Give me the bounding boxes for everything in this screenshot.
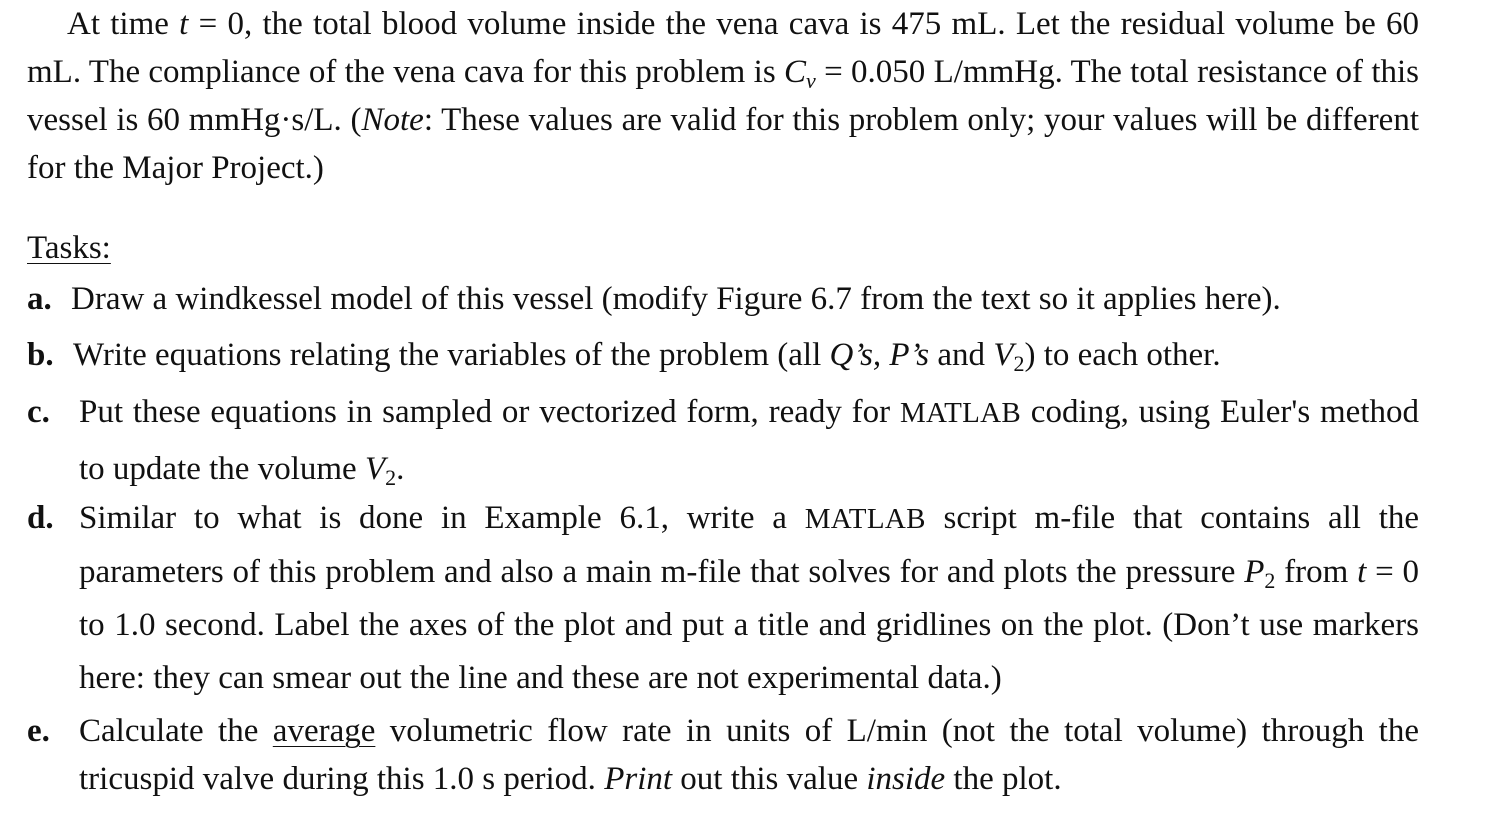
task-c-text-2: coding, using Euler's method to update the volume (79, 394, 1419, 487)
task-c-text-3: . (396, 451, 405, 487)
task-d-text-3: from (1275, 554, 1358, 590)
task-e-text-1: Calculate the (79, 713, 273, 749)
task-e (27, 707, 1419, 803)
print-emphasis: Print (604, 761, 673, 797)
task-text (73, 332, 1419, 378)
task-e-text-2: volumetric flow rate in units of L/min (not the total volume) through the tricuspid valve during this 1.0 s period. (79, 713, 1419, 797)
task-e-text-4: the plot. (945, 761, 1062, 797)
task-b (27, 332, 1419, 378)
task-label: b. (27, 337, 54, 373)
matlab-name: MATLAB (899, 397, 1021, 429)
pressure-symbol: P (1244, 554, 1265, 590)
time-variable: t (1357, 554, 1367, 590)
compliance-symbol: C (784, 54, 807, 90)
intro-text-3: = 0.050 L/mmHg. The total resistance of this vessel is 60 mmHg·s/L. ( (27, 54, 1420, 138)
task-d-text-2: script m-file that contains all the parameters of this problem and also a main m-file that solves for and plots the pressure (79, 500, 1420, 590)
task-text (79, 492, 1419, 705)
time-variable: t (179, 6, 189, 42)
volume-subscript: 2 (1013, 351, 1025, 376)
inside-emphasis: inside (866, 761, 946, 797)
task-b-text-2: and (929, 337, 994, 373)
note-label: Note (361, 102, 424, 138)
variables-q-p: Q’s, P’s (829, 337, 930, 373)
task-d (27, 492, 1419, 705)
tasks-heading: Tasks: (27, 230, 111, 266)
intro-text-4: : These values are valid for this problem only; your values will be different for the Major Project.) (27, 102, 1419, 186)
intro-text-2: = 0, the total blood volume inside the vena cava is 475 mL. Let the residual volume be 60 mL. The compliance of the vena cava for this problem is (27, 6, 1420, 90)
task-a-text: Draw a windkessel model of this vessel (modify Figure 6.7 from the text so it applies here). (71, 281, 1281, 317)
compliance-subscript: v (806, 68, 816, 93)
task-d-text-4: = 0 to 1.0 second. Label the axes of the plot and put a title and gridlines on the plot. (Don’t use markers here: they can smear out the line and these are not experimental data.) (79, 554, 1419, 696)
task-text (71, 276, 1419, 322)
task-label: d. (27, 500, 54, 536)
problem-statement (27, 0, 1419, 192)
task-label: c. (27, 394, 50, 430)
matlab-name: MATLAB (804, 503, 926, 535)
intro-text-1: At time (67, 6, 180, 42)
task-b-text-3: ) to each other. (1024, 337, 1221, 373)
volume-symbol: V (364, 451, 386, 487)
task-c (27, 384, 1419, 497)
task-text (79, 707, 1419, 803)
task-d-text-1: Similar to what is done in Example 6.1, write a (79, 500, 805, 536)
pressure-subscript: 2 (1264, 568, 1276, 593)
volume-symbol: V (993, 337, 1014, 373)
task-text (79, 384, 1419, 497)
task-label: a. (27, 281, 52, 317)
volume-subscript: 2 (385, 465, 397, 490)
average-emphasis: average (272, 713, 376, 749)
task-a (27, 276, 1419, 322)
task-b-text-1: Write equations relating the variables of the problem (all (73, 337, 830, 373)
task-c-text-1: Put these equations in sampled or vectorized form, ready for (79, 394, 900, 430)
task-label: e. (27, 713, 50, 749)
task-e-text-3: out this value (672, 761, 867, 797)
